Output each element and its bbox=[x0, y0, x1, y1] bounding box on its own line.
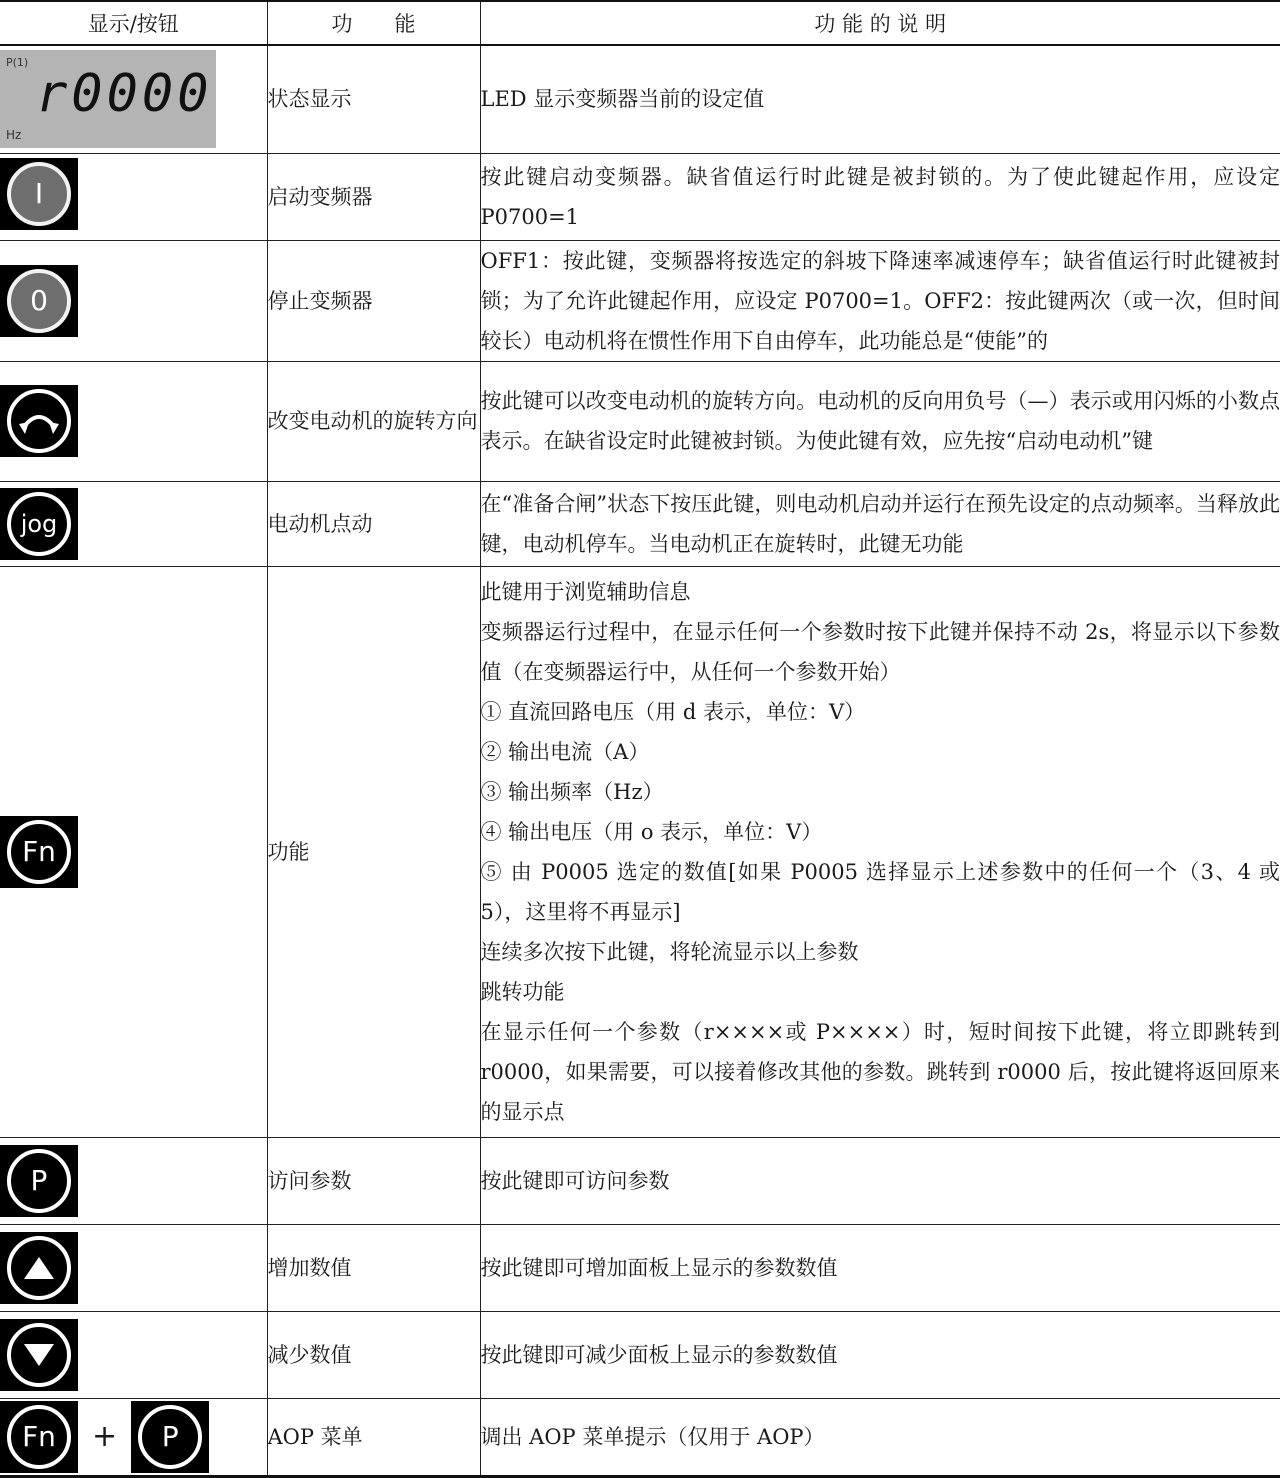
table-row bbox=[0, 153, 1280, 240]
start-glyph: I bbox=[34, 177, 44, 210]
function-cell: 电动机点动 bbox=[267, 481, 480, 566]
fn-button-icon[interactable]: Fn bbox=[0, 1401, 78, 1473]
reverse-direction-icon[interactable] bbox=[0, 385, 78, 457]
function-cell: 状态显示 bbox=[267, 45, 480, 153]
lcd-indicator: P(1) bbox=[6, 56, 29, 70]
table-row bbox=[0, 240, 1280, 361]
description-cell: 此键用于浏览辅助信息 变频器运行过程中，在显示任何一个参数时按下此键并保持不动 2s，将显示以下参数值（在变频器运行中，从任何一个参数开始） ① 直流回路电压（用 d 表示，单位：V） ② 输出电流（A） ③ 输出频率（Hz） ④ 输出电压（用 o 表示，单位：V） ⑤ 由 P0005 选定的数值[如果 P0005 选择显示上述参数中的任何一个（3、4 或 5），这里将不再显示] 连续多次按下此键，将轮流显示以上参数 跳转功能 在显示任何一个参数（r××××或 P××××）时，短时间按下此键，将立即跳转到 r0000，如果需要，可以接着修改其他的参数。跳转到 r0000 后，按此键将返回原来的显示点 bbox=[480, 566, 1280, 1137]
description-cell: LED 显示变频器当前的设定值 bbox=[480, 45, 1280, 153]
header-description: 功 能 的 说 明 bbox=[480, 1, 1280, 45]
description-cell: 调出 AOP 菜单提示（仅用于 AOP） bbox=[480, 1398, 1280, 1476]
description-cell: 按此键可以改变电动机的旋转方向。电动机的反向用负号（—）表示或用闪烁的小数点表示。在缺省设定时此键被封锁。为使此键有效，应先按“启动电动机”键 bbox=[480, 361, 1280, 481]
table-row bbox=[0, 1137, 1280, 1224]
function-cell: AOP 菜单 bbox=[267, 1398, 480, 1476]
description-cell: 按此键即可减少面板上显示的参数数值 bbox=[480, 1311, 1280, 1398]
table-header-row bbox=[0, 1, 1280, 45]
p-button-icon[interactable] bbox=[0, 1145, 78, 1217]
lcd-value: r0000 bbox=[36, 64, 213, 125]
function-cell: 功能 bbox=[267, 566, 480, 1137]
jog-glyph: jog bbox=[20, 509, 58, 538]
plus-sign: + bbox=[92, 1419, 118, 1454]
table-row bbox=[0, 1398, 1280, 1476]
table-row bbox=[0, 361, 1280, 481]
fn-plus-p-icon bbox=[0, 1401, 267, 1473]
stop-button-icon[interactable] bbox=[0, 265, 78, 337]
stop-glyph: 0 bbox=[30, 284, 48, 317]
table-row bbox=[0, 566, 1280, 1137]
function-cell: 访问参数 bbox=[267, 1137, 480, 1224]
description-cell: 按此键即可访问参数 bbox=[480, 1137, 1280, 1224]
function-cell: 停止变频器 bbox=[267, 240, 480, 361]
jog-button-icon[interactable] bbox=[0, 488, 78, 560]
description-cell: 在“准备合闸”状态下按压此键，则电动机启动并运行在预先设定的点动频率。当释放此键，电动机停车。当电动机正在旋转时，此键无功能 bbox=[480, 481, 1280, 566]
table-row bbox=[0, 45, 1280, 153]
down-arrow-button-icon[interactable] bbox=[0, 1319, 78, 1391]
p-button-icon[interactable]: P bbox=[131, 1401, 209, 1473]
function-cell: 减少数值 bbox=[267, 1311, 480, 1398]
fn-glyph: Fn bbox=[22, 835, 56, 868]
function-cell: 增加数值 bbox=[267, 1224, 480, 1311]
header-display: 显示/按钮 bbox=[0, 1, 267, 45]
description-cell: 按此键启动变频器。缺省值运行时此键是被封锁的。为了使此键起作用，应设定 P0700=1 bbox=[480, 153, 1280, 240]
table-row bbox=[0, 1224, 1280, 1311]
table-row bbox=[0, 481, 1280, 566]
function-cell: 改变电动机的旋转方向 bbox=[267, 361, 480, 481]
table-row bbox=[0, 1311, 1280, 1398]
lcd-unit: Hz bbox=[6, 128, 22, 143]
up-arrow-button-icon[interactable] bbox=[0, 1232, 78, 1304]
start-button-icon[interactable] bbox=[0, 158, 78, 230]
lcd-display bbox=[0, 50, 216, 148]
description-cell: OFF1：按此键，变频器将按选定的斜坡下降速率减速停车；缺省值运行时此键被封锁；为了允许此键起作用，应设定 P0700=1。OFF2：按此键两次（或一次，但时间较长）电动机将在惯性作用下自由停车，此功能总是“使能”的 bbox=[480, 240, 1280, 361]
function-cell: 启动变频器 bbox=[267, 153, 480, 240]
p-glyph: P bbox=[30, 1164, 48, 1197]
header-function: 功 能 bbox=[267, 1, 480, 45]
description-cell: 按此键即可增加面板上显示的参数数值 bbox=[480, 1224, 1280, 1311]
fn-button-icon[interactable] bbox=[0, 816, 78, 888]
